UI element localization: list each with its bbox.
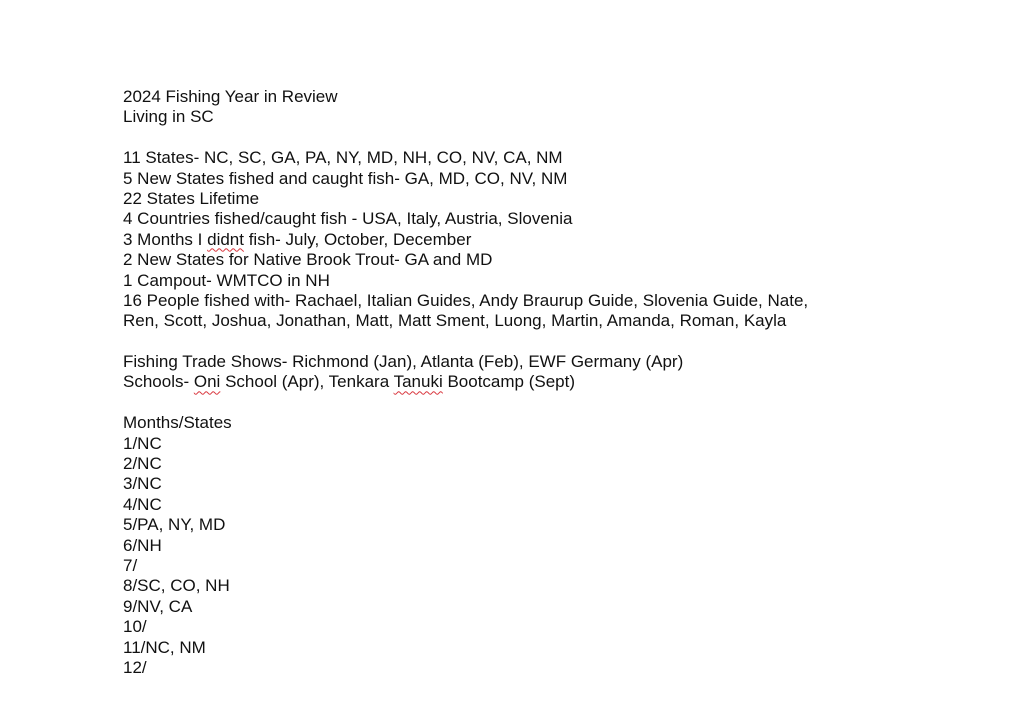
month-entry: 9/NV, CA — [123, 596, 193, 616]
month-entry: 11/NC, NM — [123, 637, 206, 657]
month-entry: 1/NC — [123, 433, 162, 453]
text-segment: 3 Months I — [123, 229, 208, 249]
schools-line — [123, 372, 1003, 392]
document-subtitle: Living in SC — [123, 107, 214, 127]
text-segment: fish- July, October, December — [243, 229, 472, 249]
text-segment: Bootcamp (Sept) — [442, 372, 576, 392]
misspelled-word[interactable]: Tanuki — [393, 372, 443, 392]
stat-line: 2 New States for Native Brook Trout- GA and MD — [123, 250, 493, 270]
stat-line: Ren, Scott, Joshua, Jonathan, Matt, Matt Sment, Luong, Martin, Amanda, Roman, Kayla — [123, 311, 787, 331]
month-entry: 5/PA, NY, MD — [123, 515, 226, 535]
misspelled-word[interactable]: Oni — [193, 372, 221, 392]
month-entry: 6/NH — [123, 535, 162, 555]
stat-line: 4 Countries fished/caught fish - USA, Italy, Austria, Slovenia — [123, 209, 573, 229]
month-entry: 7/ — [123, 555, 138, 575]
month-entry: 12/ — [123, 657, 147, 677]
stat-line: 16 People fished with- Rachael, Italian Guides, Andy Braurup Guide, Slovenia Guide, Nate, — [123, 290, 809, 310]
stat-line: 11 States- NC, SC, GA, PA, NY, MD, NH, CO, NV, CA, NM — [123, 148, 563, 168]
stat-line: 5 New States fished and caught fish- GA, MD, CO, NV, NM — [123, 168, 568, 188]
trade-shows-line: Fishing Trade Shows- Richmond (Jan), Atlanta (Feb), EWF Germany (Apr) — [123, 352, 684, 372]
text-segment: School (Apr), Tenkara — [220, 372, 394, 392]
text-segment: Schools- — [123, 372, 194, 392]
misspelled-word[interactable]: didnt — [207, 229, 244, 249]
blank-line — [123, 332, 1003, 352]
document-title: 2024 Fishing Year in Review — [123, 87, 338, 106]
months-header: Months/States — [123, 413, 232, 433]
blank-line — [123, 393, 1003, 413]
document-page — [123, 87, 1003, 678]
month-entry: 10/ — [123, 617, 147, 637]
month-entry: 3/NC — [123, 474, 162, 494]
month-entry: 2/NC — [123, 454, 162, 474]
month-entry: 8/SC, CO, NH — [123, 576, 230, 596]
stat-line-months-no-fish — [123, 230, 1003, 250]
stat-line: 22 States Lifetime — [123, 188, 260, 208]
month-entry: 4/NC — [123, 494, 162, 514]
stat-line: 1 Campout- WMTCO in NH — [123, 270, 330, 290]
blank-line — [123, 128, 1003, 148]
